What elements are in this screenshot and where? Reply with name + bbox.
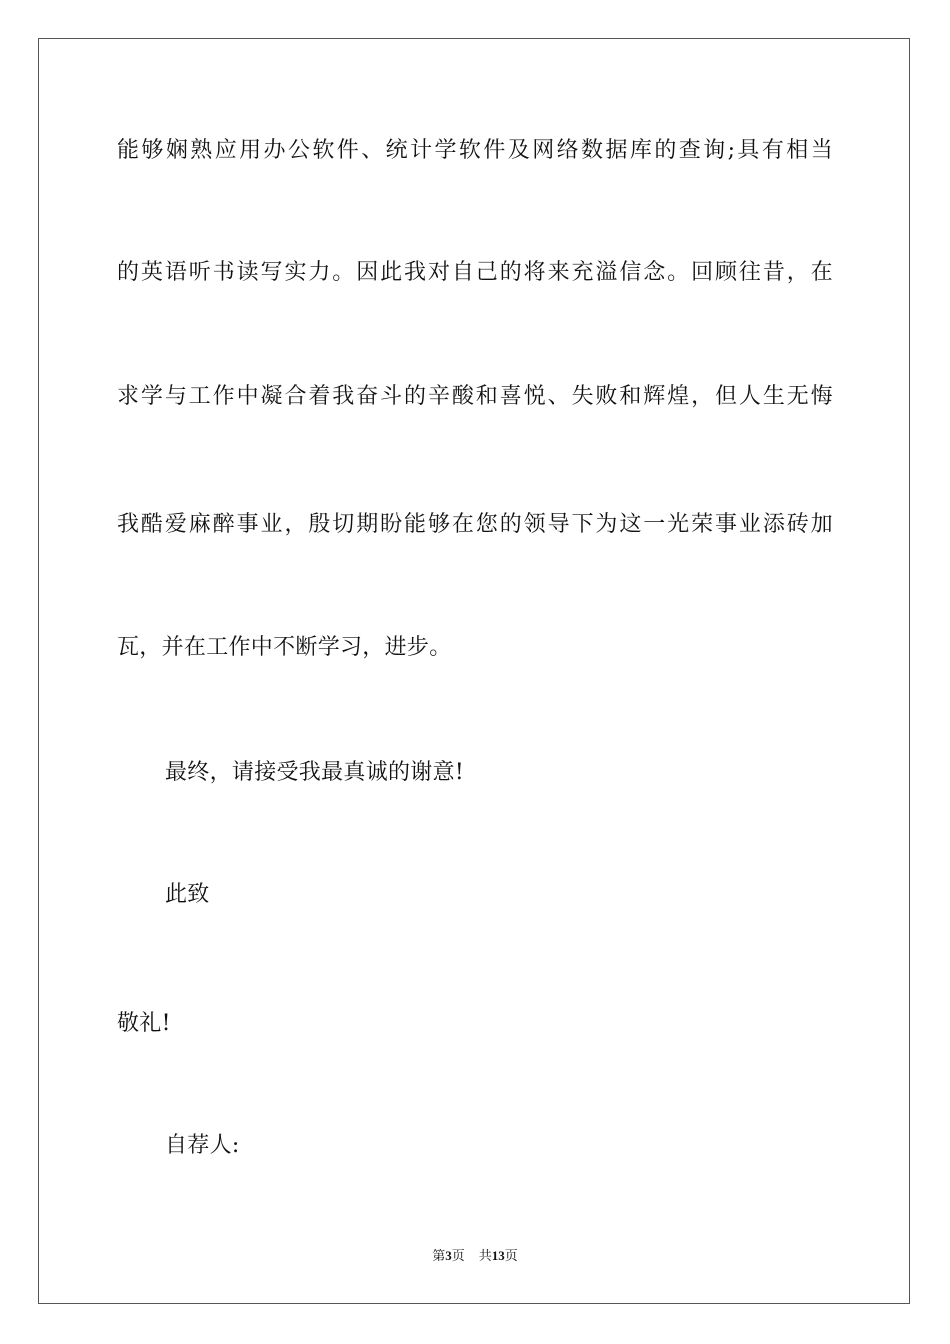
body-line-1: 能够娴熟应用办公软件、统计学软件及网络数据库的查询;具有相当 [117, 138, 833, 163]
footer-total-pages: 13 [491, 1248, 505, 1263]
signature-label: 自荐人: [165, 1133, 240, 1158]
closing-regards: 敬礼! [117, 1011, 171, 1036]
page-footer [0, 1247, 950, 1266]
body-line-2: 的英语听书读写实力。因此我对自己的将来充溢信念。回顾往昔，在 [117, 260, 833, 285]
footer-total-suffix: 页 [504, 1249, 518, 1264]
footer-page-number: 3 [445, 1248, 452, 1263]
closing-thanks: 最终，请接受我最真诚的谢意! [165, 760, 465, 785]
closing-salutation: 此致 [165, 882, 210, 907]
footer-page-prefix: 第 [432, 1249, 446, 1264]
page-frame [38, 38, 910, 1304]
body-line-3: 求学与工作中凝合着我奋斗的辛酸和喜悦、失败和辉煌，但人生无悔 [117, 384, 833, 409]
footer-total-prefix: 共 [478, 1249, 492, 1264]
body-line-4: 我酷爱麻醉事业，殷切期盼能够在您的领导下为这一光荣事业添砖加 [117, 512, 833, 537]
footer-page-suffix: 页 [451, 1249, 465, 1264]
body-line-5: 瓦，并在工作中不断学习，进步。 [117, 635, 452, 660]
